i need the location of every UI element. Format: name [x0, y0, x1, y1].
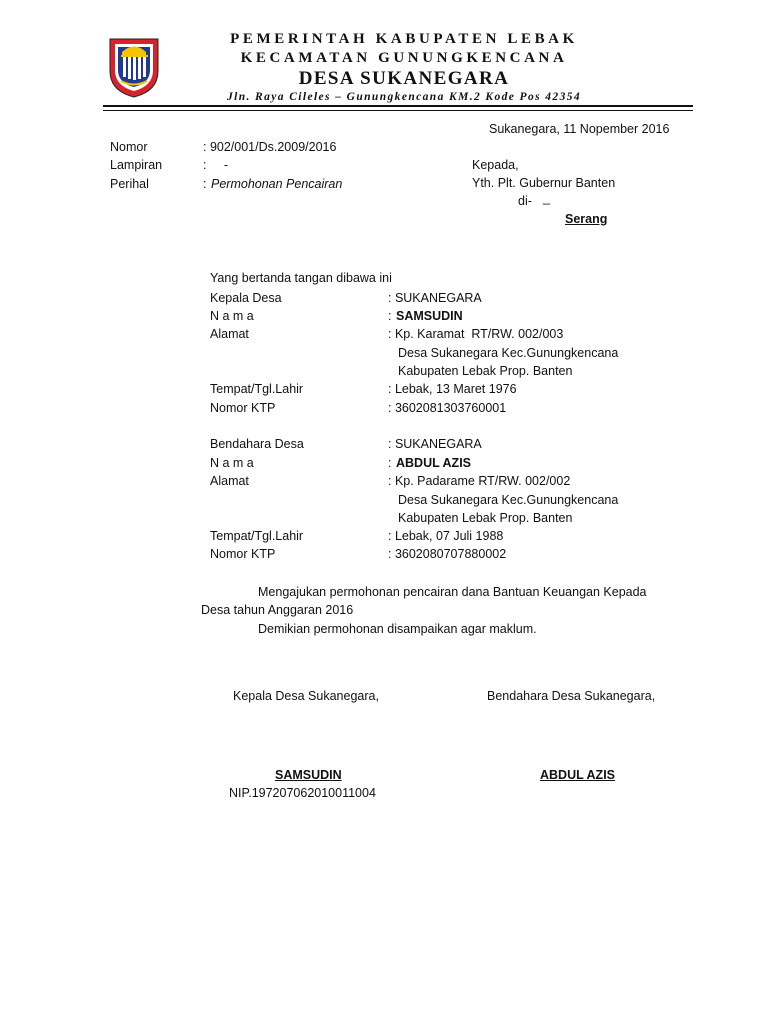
perihal-value: Permohonan Pencairan: [211, 177, 343, 191]
kepala-alamat-line2: Desa Sukanegara Kec.Gunungkencana: [398, 346, 619, 360]
request-paragraph-line1: Mengajukan permohonan pencairan dana Bantuan Keuangan Kepada: [258, 585, 647, 599]
kepala-ttl-label: Tempat/Tgl.Lahir: [210, 382, 304, 396]
bendahara-alamat-line3: Kabupaten Lebak Prop. Banten: [398, 511, 573, 525]
kepala-nama-label: N a m a: [210, 309, 254, 323]
bendahara-ktp-value: : 3602080707880002: [388, 547, 507, 561]
bendahara-alamat-line1: : Kp. Padarame RT/RW. 002/002: [388, 474, 571, 488]
bendahara-role-label: Bendahara Desa: [210, 437, 304, 451]
bendahara-nama-colon: :: [388, 456, 395, 470]
lampiran-value: : -: [203, 158, 228, 172]
lampiran-label: Lampiran: [110, 158, 163, 172]
letterhead-address: Jln. Raya Cileles – Gunungkencana KM.2 Kode Pos 42354: [226, 91, 582, 103]
kepala-nama-colon: :: [388, 309, 395, 323]
recipient-di: di-: [518, 194, 532, 208]
letterhead-district: KECAMATAN GUNUNGKENCANA: [240, 50, 568, 66]
bendahara-role-value: : SUKANEGARA: [388, 437, 482, 451]
signature-left-title: Kepala Desa Sukanegara,: [233, 689, 379, 703]
letterhead-government: PEMERINTAH KABUPATEN LEBAK: [230, 31, 578, 47]
kepala-alamat-label: Alamat: [210, 327, 249, 341]
kepala-alamat-line3: Kabupaten Lebak Prop. Banten: [398, 364, 573, 378]
nomor-value: : 902/001/Ds.2009/2016: [203, 140, 337, 154]
bendahara-ttl-label: Tempat/Tgl.Lahir: [210, 529, 304, 543]
request-paragraph-line2: Desa tahun Anggaran 2016: [201, 603, 354, 617]
bendahara-alamat-label: Alamat: [210, 474, 249, 488]
kepala-ktp-value: : 3602081303760001: [388, 401, 507, 415]
letter-date: Sukanegara, 11 Nopember 2016: [489, 122, 670, 136]
recipient-yth: Yth. Plt. Gubernur Banten: [472, 176, 616, 190]
kepala-ktp-label: Nomor KTP: [210, 401, 276, 415]
nomor-label: Nomor: [110, 140, 148, 154]
recipient-di-mark: _: [543, 191, 550, 205]
bendahara-nama-label: N a m a: [210, 456, 254, 470]
letterhead-village: DESA SUKANEGARA: [298, 68, 510, 89]
bendahara-ttl-value: : Lebak, 07 Juli 1988: [388, 529, 504, 543]
letterhead-rule-thin: [103, 110, 693, 111]
recipient-city: Serang: [565, 212, 608, 226]
body-intro: Yang bertanda tangan dibawa ini: [210, 271, 392, 285]
signature-right-title: Bendahara Desa Sukanegara,: [487, 689, 656, 703]
kepala-role-value: : SUKANEGARA: [388, 291, 482, 305]
bendahara-alamat-line2: Desa Sukanegara Kec.Gunungkencana: [398, 493, 619, 507]
letterhead-rule-thick: [103, 105, 693, 107]
signature-left-nip: NIP.197207062010011004: [229, 786, 376, 800]
kepala-ttl-value: : Lebak, 13 Maret 1976: [388, 382, 517, 396]
bendahara-ktp-label: Nomor KTP: [210, 547, 276, 561]
perihal-label: Perihal: [110, 177, 149, 191]
bendahara-nama-value: ABDUL AZIS: [396, 456, 471, 470]
recipient-kepada: Kepada,: [472, 158, 519, 172]
signature-right-name: ABDUL AZIS: [540, 768, 615, 782]
kepala-role-label: Kepala Desa: [210, 291, 282, 305]
closing-paragraph: Demikian permohonan disampaikan agar maklum.: [258, 622, 537, 636]
kepala-nama-value: SAMSUDIN: [396, 309, 463, 323]
signature-left-name: SAMSUDIN: [275, 768, 342, 782]
kepala-alamat-line1: : Kp. Karamat RT/RW. 002/003: [388, 327, 564, 341]
perihal-colon: :: [203, 177, 207, 191]
